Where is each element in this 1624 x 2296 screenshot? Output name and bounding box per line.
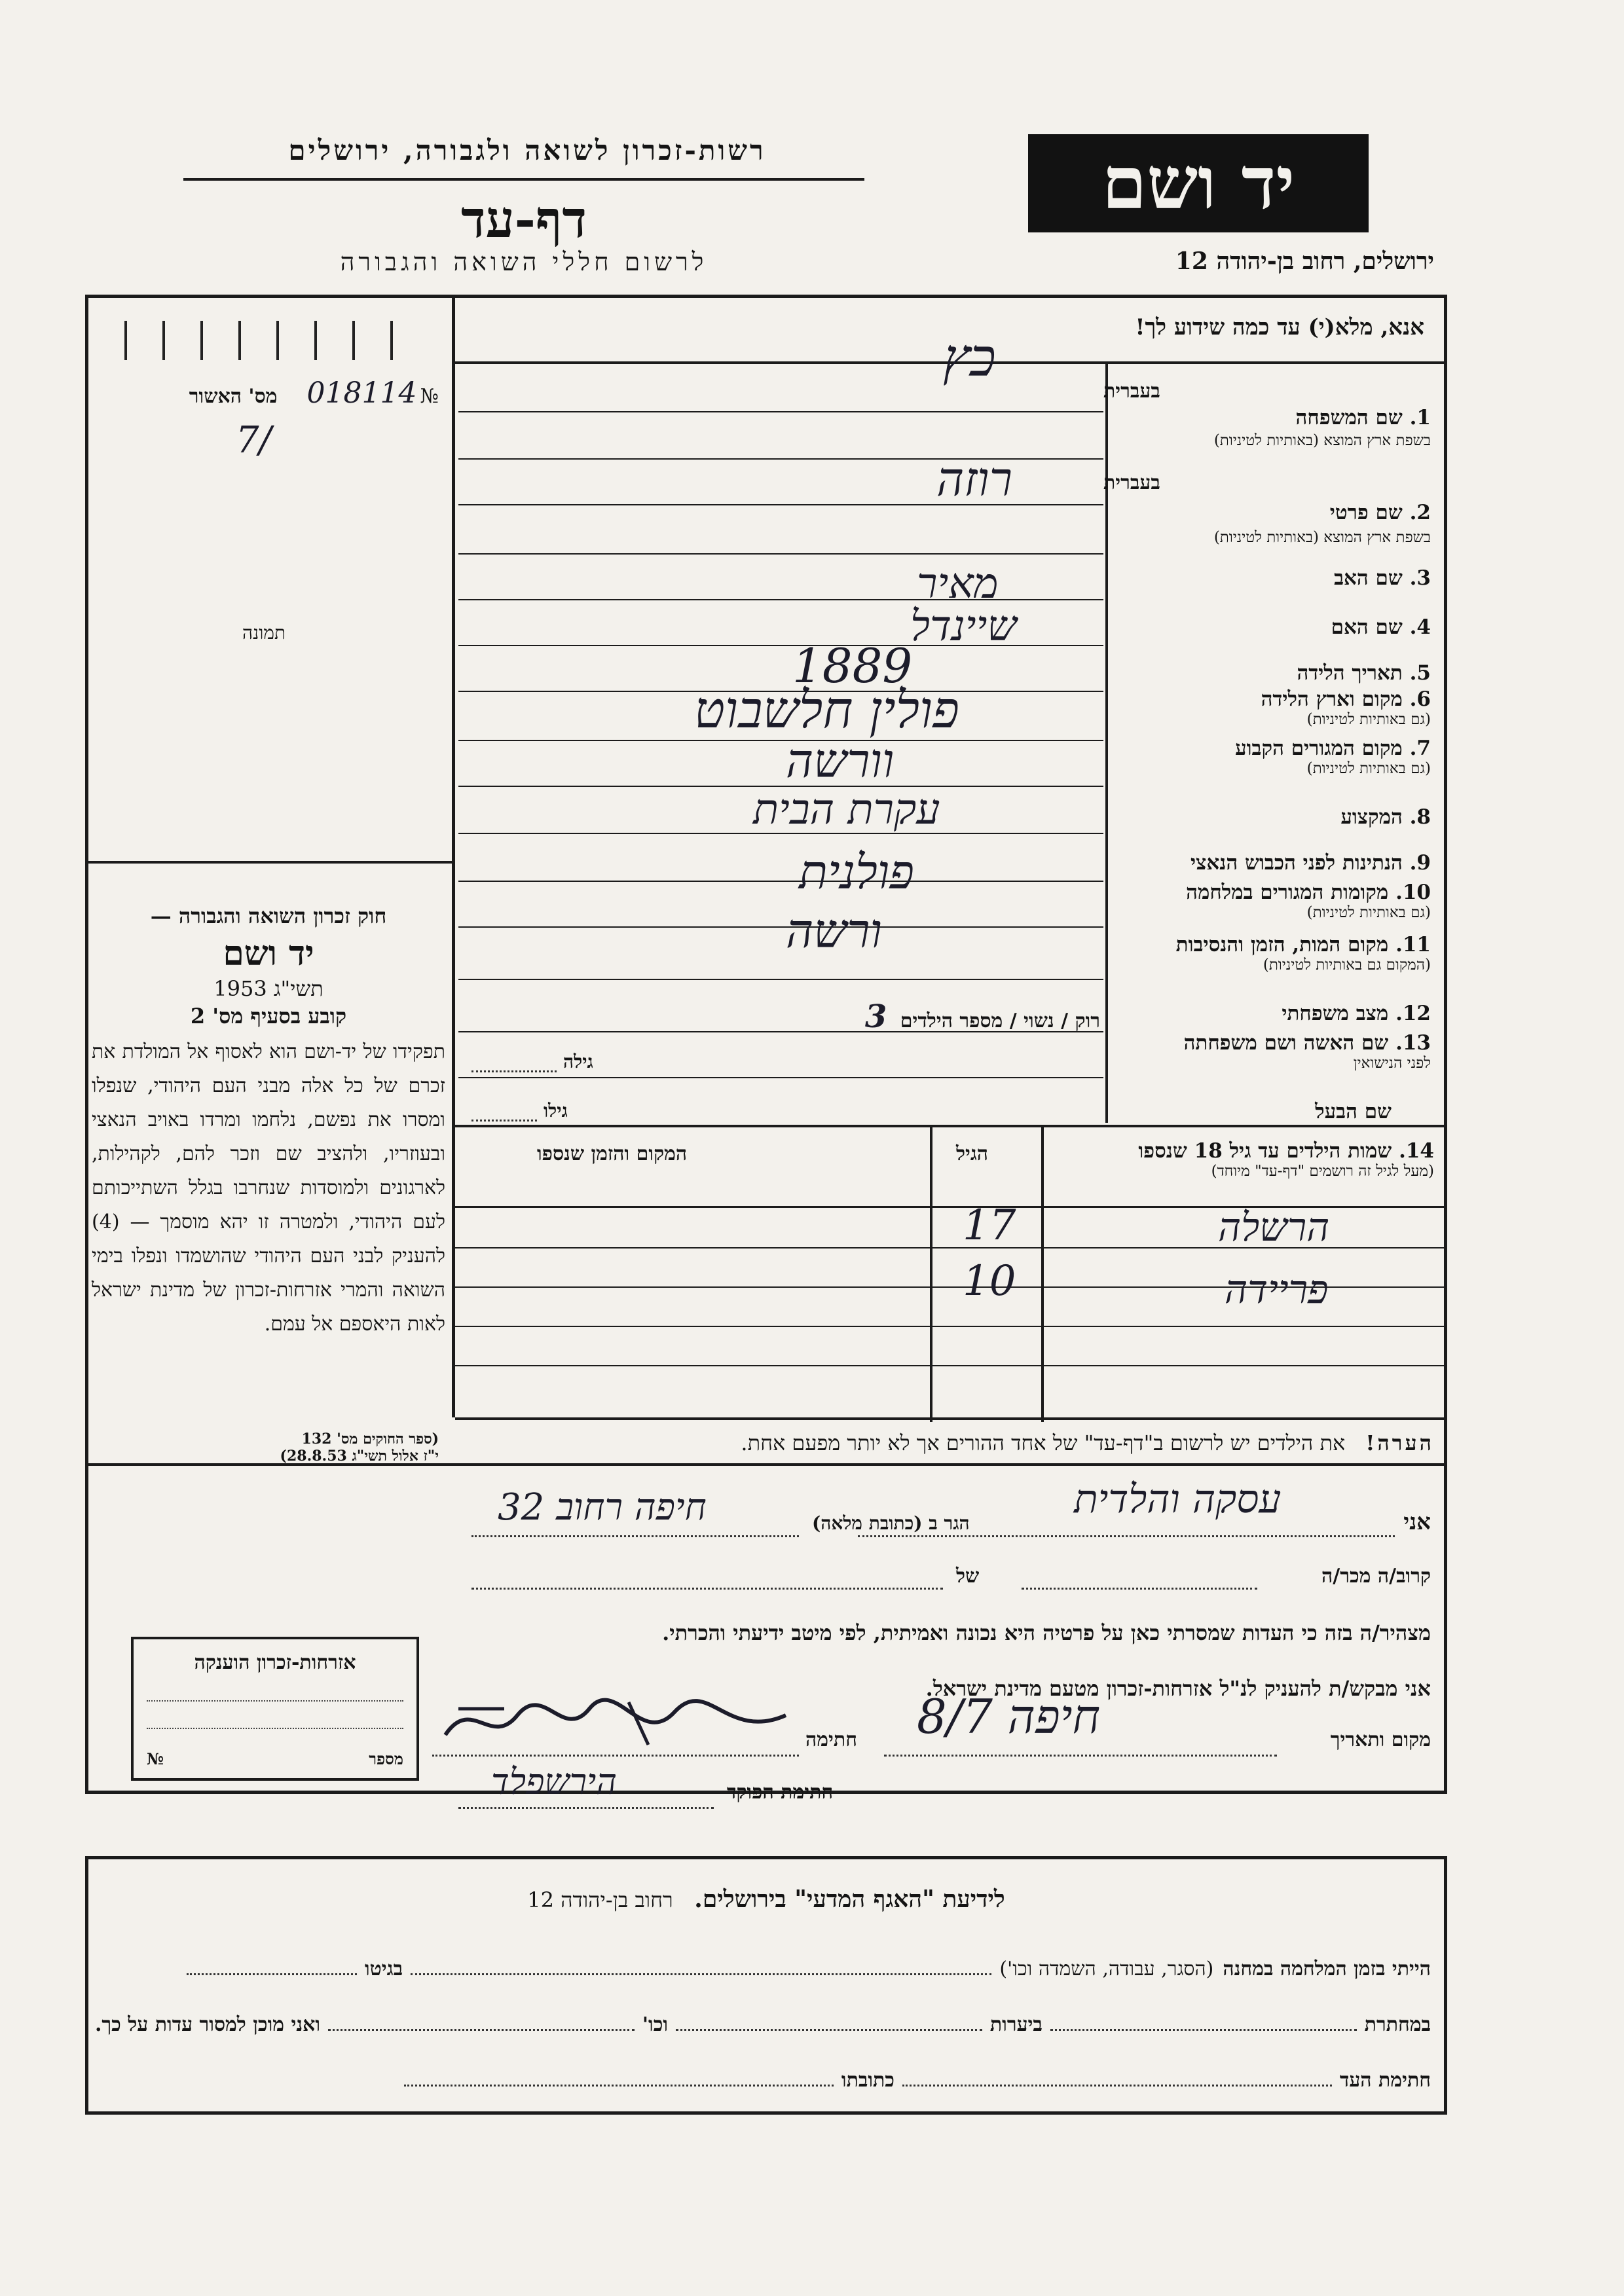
declaration-text: מצהיר/ה בזה כי העדות שמסרתי כאן על פרטיה היא נכונה ואמיתית, לפי מיטב ידיעתי והכרתי. — [662, 1620, 1431, 1645]
intro-text: אנא, מלא(י) עד כמה שידוע לך! — [1135, 314, 1424, 340]
f10-label: מקומות המגורים במלחמה — [1186, 881, 1389, 904]
f2-num: 2. — [1409, 501, 1431, 524]
f6-value: פולין חלשבוט — [694, 681, 959, 740]
f9-value: פולנית — [799, 845, 915, 900]
bottom-line1-paren: (הסגר, עבודה, השמדה וכו') — [999, 1958, 1214, 1980]
photo-label: תמונה — [242, 622, 286, 644]
f13-num: 13. — [1395, 1031, 1431, 1055]
approval-number-value: 018114 — [306, 376, 417, 410]
bottom-title-row — [85, 1886, 1447, 1913]
law-body: תפקידו של יד-ושם הוא לאסוף אל המולדת את זכרם של כל אלה מבני העם היהודי, שנפלו ומסרו את נפשם, נלחמו ומרדו באויב הנאצי ובעוזריו, ולהציב שם וזכר להם, לקהילות, לארגונים ולמוסדות שנחרבו בגלל השתייכותם לעם היהודי, ולמטרה זו יהא מוסמך — (4) להעניק לבני העם היהודי שהושמדו ונפלו בימי השואה והמרי אזרחות-זכרון של מדינת ישראל לאות היאספם אל עמם. — [92, 1040, 445, 1336]
children-title: שמות הילדים עד גיל 18 שנספו — [1138, 1139, 1392, 1163]
f11-sub: (המקום גם באותיות לטיניות) — [1263, 957, 1431, 974]
f6-label: מקום וארץ הלידה — [1261, 687, 1403, 711]
law-source-date: י"ז אלול תשי"ג 28.8.53) — [280, 1448, 439, 1465]
declarant-name: עסקה והלדית — [1074, 1476, 1282, 1522]
husband-age-label: גילו — [544, 1100, 568, 1121]
clerk-signature: הירשפלד — [491, 1761, 617, 1802]
law-clause: קובע בסעיף מס' 2 — [190, 1004, 347, 1029]
yad-vashem-logo: יד ושם — [1028, 134, 1369, 232]
f2-sub: בשפת ארץ המוצא (באותיות לטיניות) — [1213, 529, 1431, 546]
header-subtitle: לרשום חללי השואה והגבורה — [340, 247, 708, 276]
bottom-title: לידיעת "האגף המדעי" בירושלים. — [694, 1886, 1005, 1913]
citizenship-title: אזרחות-זכרון הוענקה — [194, 1651, 356, 1674]
f2-value: רוזה — [936, 452, 1013, 507]
clerk-label: חתימת הפוקד — [727, 1781, 834, 1804]
of-label: של — [956, 1565, 980, 1588]
approval-suffix: /7 — [236, 419, 272, 462]
f11-label: מקום המות, הזמן והנסיבות — [1175, 933, 1389, 957]
f4-value: שיינדל — [910, 602, 1017, 651]
f11-value: ורשה — [786, 903, 882, 958]
bottom-line1-start: הייתי בזמן המלחמה במחנה — [1223, 1958, 1431, 1980]
f1-sub: בשפת ארץ המוצא (באותיות לטיניות) — [1213, 432, 1431, 449]
bottom-line2-d: ואני מוכן למסור עדות על כך. — [94, 2013, 321, 2036]
f9-num: 9. — [1409, 851, 1431, 875]
request-text: אני מבקש/ת להעניק לנ"ל אזרחות-זכרון מטעם מדינת ישראל. — [925, 1676, 1431, 1701]
f12-row — [655, 998, 1100, 1035]
children-place-header: המקום והזמן שנספו — [537, 1142, 688, 1165]
note — [452, 1430, 1434, 1455]
bottom-line1-end: בגיטו — [365, 1958, 403, 1980]
law-source-line: (ספר החוקים מס' 132 — [301, 1430, 439, 1448]
declarant-ani: אני — [1403, 1509, 1431, 1535]
children-header — [1028, 1139, 1434, 1180]
approval-number — [111, 376, 439, 416]
relative-label: קרוב/ה מכר/ה — [1321, 1565, 1431, 1588]
f3-value: מאיר — [917, 560, 999, 608]
children-sub: (מעל לגיל זה רושמים "דף-עד" מיוחד) — [1211, 1163, 1434, 1180]
f13-label: שם האשה ושם משפחתה — [1183, 1031, 1389, 1055]
f4-label: שם האם — [1331, 615, 1403, 639]
f6-num: 6. — [1409, 687, 1431, 711]
f8-value: עקרת הבית — [753, 786, 940, 834]
f12-label: מצב משפחתי — [1282, 1002, 1389, 1025]
signature-scribble — [432, 1689, 799, 1755]
note-text: את הילדים יש לרשום ב"דף-עד" של אחד ההורים אך לא יותר מפעם אחת. — [741, 1430, 1346, 1455]
approval-prefix: № — [420, 385, 439, 408]
law-name: יד ושם — [223, 934, 314, 974]
f1-value: כץ — [943, 327, 996, 388]
f8-label: המקצוע — [1340, 805, 1403, 829]
header-title: דף-עד — [461, 190, 587, 249]
law-source — [98, 1430, 439, 1465]
citizenship-no-label: № — [147, 1749, 164, 1768]
child-name: הרשלה — [1218, 1205, 1330, 1250]
f7-value: וורשה — [786, 733, 895, 788]
citizenship-box — [131, 1637, 419, 1781]
child-age: 10 — [963, 1257, 1016, 1305]
f3-num: 3. — [1409, 566, 1431, 590]
note-label: הערה! — [1365, 1430, 1434, 1455]
header-address: ירושלים, רחוב בן-יהודה 12 — [1175, 247, 1434, 275]
f12-options: רוק / נשוי / מספר הילדים — [900, 1010, 1100, 1032]
f10-num: 10. — [1395, 881, 1431, 904]
f7-label: מקום המגורים הקבוע — [1235, 737, 1403, 760]
declarant-address-label: הגר ב (כתובת מלאה) — [812, 1512, 970, 1534]
f1-label: שם המשפחה — [1295, 406, 1403, 429]
f5-label: תאריך הלידה — [1297, 661, 1403, 685]
f9-label: הנתינות לפני הכבוש הנאצי — [1190, 851, 1403, 875]
bottom-line1 — [187, 1958, 1431, 1980]
child-age: 17 — [963, 1201, 1016, 1250]
f10-sub: (גם באותיות לטיניות) — [1306, 904, 1431, 921]
signature-label: חתימה — [805, 1728, 857, 1751]
f8-num: 8. — [1409, 805, 1431, 829]
f12-value: 3 — [864, 998, 887, 1035]
bottom-address: רחוב בן-יהודה 12 — [527, 1887, 673, 1912]
bottom-line2-b: ביערות — [989, 2013, 1043, 2036]
law-block — [92, 903, 445, 1341]
declarant-address: חיפה רחוב 32 — [498, 1486, 707, 1529]
bottom-line2-c: וכו' — [642, 2013, 669, 2036]
f5-num: 5. — [1409, 661, 1431, 685]
children-age-header: הגיל — [956, 1142, 989, 1165]
bottom-line3 — [396, 2069, 1431, 2092]
children-num: 14. — [1399, 1139, 1434, 1163]
f4-num: 4. — [1409, 615, 1431, 639]
f11-num: 11. — [1395, 933, 1431, 957]
husband-label: שם הבעל — [1315, 1100, 1392, 1123]
citizenship-number-label: מספר — [369, 1749, 403, 1768]
f7-num: 7. — [1409, 737, 1431, 760]
place-date-label: מקום ותאריך — [1330, 1728, 1431, 1751]
bottom-line3-b: כתובתו — [841, 2069, 895, 2092]
approval-label: מס' האשור — [189, 385, 278, 408]
f1-lang: בעברית — [1103, 380, 1160, 403]
barcode-ticks — [124, 321, 426, 360]
child-name: פריידה — [1225, 1267, 1329, 1313]
f5-value: 1889 — [792, 638, 913, 693]
bottom-line2 — [95, 2013, 1431, 2036]
law-title: חוק זכרון השואה והגבורה — — [150, 903, 387, 928]
law-year: תשי"ג 1953 — [213, 976, 323, 1001]
f7-sub: (גם באותיות לטיניות) — [1306, 760, 1431, 777]
bottom-line3-a: חתימת העד — [1339, 2069, 1431, 2092]
f6-sub: (גם באותיות לטיניות) — [1306, 711, 1431, 728]
header-authority: רשות-זכרון לשואה ולגבורה, ירושלים — [288, 134, 766, 166]
f1-num: 1. — [1409, 406, 1431, 429]
f13-sub: לפני הנישואין — [1353, 1055, 1431, 1072]
signature-mark — [432, 1689, 799, 1755]
f2-lang: בעברית — [1103, 471, 1160, 494]
wife-age-label: גילה — [563, 1051, 593, 1072]
bottom-line2-a: במחתרת — [1364, 2013, 1431, 2036]
f12-num: 12. — [1395, 1002, 1431, 1025]
place-date-value: חיפה 8/7 — [917, 1689, 1101, 1744]
f2-label: שם פרטי — [1329, 501, 1403, 524]
f3-label: שם האב — [1334, 566, 1403, 590]
